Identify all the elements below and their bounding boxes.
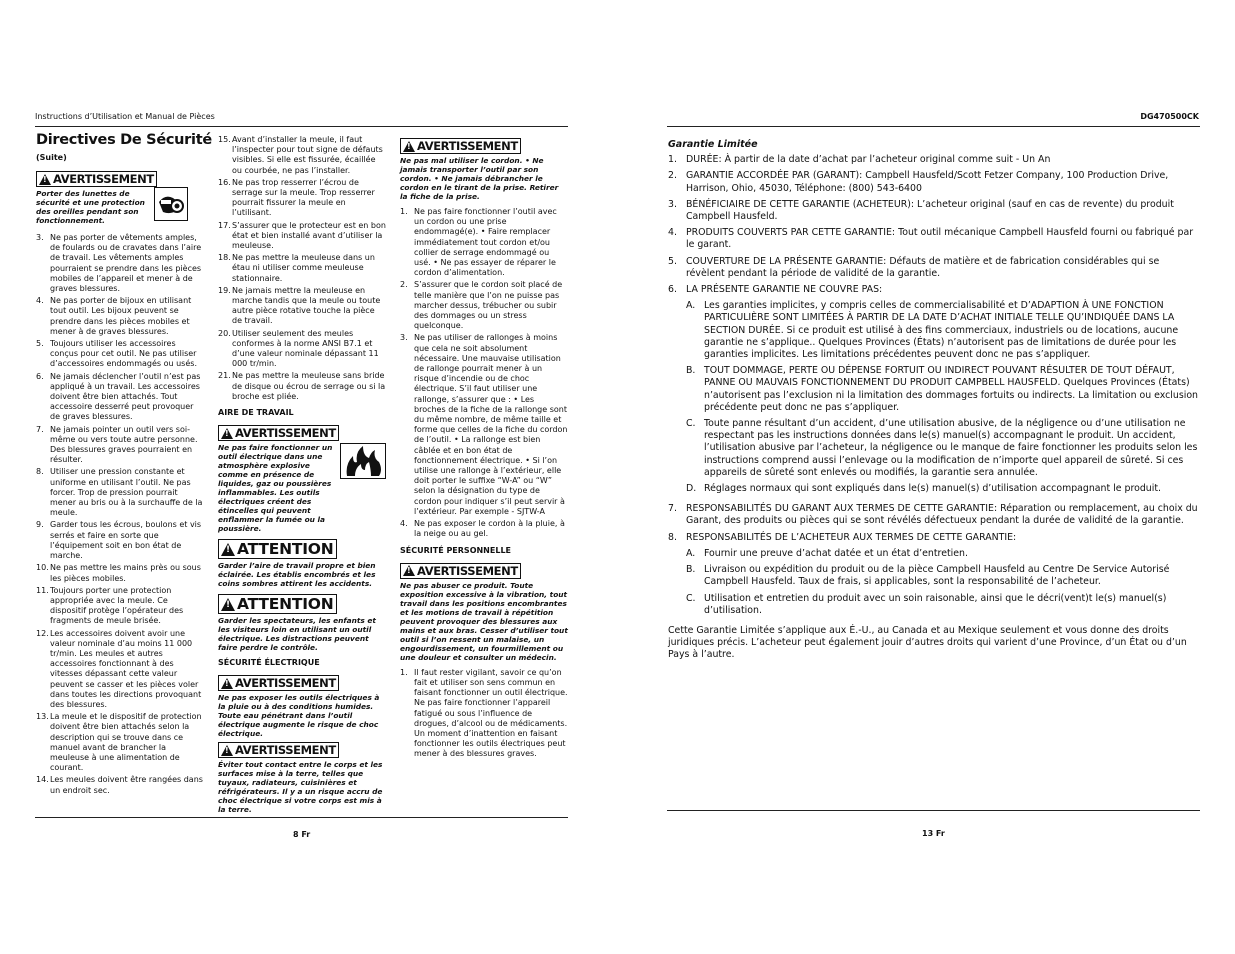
warning-box: ! AVERTISSEMENT bbox=[400, 563, 521, 579]
safety-list-1 bbox=[36, 233, 204, 796]
warranty-closing: Cette Garantie Limitée s’applique aux É.-U., au Canada et au Mexique seulement et vous donne des droits juridiques précis. L’acheteur peut également jouir d’autres droits qui varient d’une Province, d’un État ou d’un Pays à l’autre. bbox=[668, 624, 1187, 661]
list-item: C. Utilisation et entretien du produit avec un soin raisonable, ainsi que le décri(vent)t le(s) manuel(s) d’utilisation. bbox=[686, 592, 1167, 616]
warranty-section bbox=[668, 139, 1200, 662]
list-item: 20. Utiliser seulement des meules conformes à la norme ANSI B7.1 et d’une valeur nominale dépassant 11 000 tr/min. bbox=[218, 328, 379, 369]
safety-list-4 bbox=[400, 668, 568, 760]
warranty-list bbox=[668, 154, 1200, 621]
warning-text: Éviter tout contact entre le corps et les surfaces mise à la terre, telles que tuyaux, radiateurs, cuisinières et réfrigérateurs. Il y a un risque accru de choc électrique si votre corps est mis à la terre. bbox=[218, 760, 383, 815]
list-item: 7. RESPONSABILITÉS DU GARANT AUX TERMES DE CETTE GARANTIE: Réparation ou remplacement, au choix du Garant, des produits ou pièces qui se sont révélés défectueux pendant la durée de validité de la garantie. bbox=[668, 503, 1198, 527]
personal-safety-heading: SÉCURITÉ PERSONNELLE bbox=[400, 545, 512, 555]
list-item: 17. S’assurer que le protecteur est en bon état et bien installé avant d’utiliser la meuleuse. bbox=[218, 220, 386, 251]
warning-triangle-icon bbox=[221, 745, 233, 756]
left-column-3 bbox=[400, 136, 568, 762]
warning-text: Ne pas faire fonctionner un outil électrique dans une atmosphère explosive comme en présence de liquides, gaz ou poussières inflammables. Les outils électriques créent des étincelles qui peuvent enflammer la fumée ou la poussière. bbox=[218, 443, 333, 534]
list-item: 3. Ne pas porter de vêtements amples, de foulards ou de cravates dans l’aire de travail. Les vêtements amples pourraient se prendre dans les pièces mobiles de l’appareil et mener à de graves blessures. bbox=[36, 233, 202, 294]
warning-triangle-icon bbox=[221, 428, 233, 439]
list-item: 11. Toujours porter une protection appropriée avec la meule. Ce dispositif protège l’opérateur des fragments de meule brisée. bbox=[36, 585, 184, 626]
page-number-left: 8 Fr bbox=[293, 830, 311, 839]
list-item: 15. Avant d’installer la meule, il faut l’inspecter pour tout signe de défauts visibles. Si elle est fissurée, écaillée ou courbée, ne pas l’installer. bbox=[218, 135, 383, 175]
list-item: 21. Ne pas mettre la meuleuse sans bride de disque ou écrou de serrage ou si la broche est pliée. bbox=[218, 371, 386, 401]
list-item: 5. COUVERTURE DE LA PRÉSENTE GARANTIE: Défauts de matière et de fabrication considérables qui se révèlent pendant la période de validité de la garantie. bbox=[668, 255, 1160, 279]
header-rule-right bbox=[667, 126, 1200, 127]
warranty-exclusions-list bbox=[686, 300, 1200, 495]
warranty-heading: Garantie Limitée bbox=[668, 139, 758, 150]
list-item: C. Toute panne résultant d’un accident, d’une utilisation abusive, de la négligence ou d’une utilisation ne respectant pas les instructions données dans le(s) manuel(s) accompagnant le produit. Un accident, l’utilisation abusive par l’acheteur, la négligence ou le manque de faire fonctionner les produits selon les instructions comprend aussi l’enlevage ou la modification de n’importe quel appareil de sûreté. Si ces appareils de sûreté sont enlevés ou modifiés, la garantie sera annulée. bbox=[686, 418, 1198, 478]
page-subtitle: (Suite) bbox=[36, 153, 67, 162]
safety-list-3 bbox=[400, 207, 568, 540]
list-item: 19. Ne jamais mettre la meuleuse en marche tandis que la meule ou toute autre pièce rotative touche la pièce de travail. bbox=[218, 285, 381, 326]
list-item: 16. Ne pas trop resserrer l’écrou de serrage sur la meule. Trop resserrer pourrait fissurer la meule en l’utilisant. bbox=[218, 177, 375, 218]
list-item: A. Les garanties implicites, y compris celles de commercialisabilité et D’ADAPTION À UNE FONCTION PARTICULIÈRE SONT LIMITÉES À PARTIR DE LA DATE D’ACHAT INITIALE TELLE QU’INDIQUÉE DANS LA SECTION DURÉE. Si ce produit est utilisé à des fins commerciaux, industriels ou de locations, aucune garantie ne s’applique.. Quelques Provinces (États) n’autorisent pas de limitations de durée pour les garanties implicites. Les limitations précédentes peuvent donc ne pas s’appliquer. bbox=[686, 300, 1179, 361]
left-column-2 bbox=[218, 135, 386, 814]
list-item: 2. GARANTIE ACCORDÉE PAR (GARANT): Campbell Hausfeld/Scott Fetzer Company, 100 Production Drive, Harrison, Ohio, 45030, Téléphone: (800) 543-6400 bbox=[668, 170, 1169, 194]
list-item: B. Livraison ou expédition du produit ou de la pièce Campbell Hausfeld au Centre De Service Autorisé Campbell Hausfeld. Taux de frais, si applicables, sont la responsabilité de l’acheteur. bbox=[686, 564, 1170, 588]
list-item: 1. Il faut rester vigilant, savoir ce qu’on fait et utiliser son sens commun en faisant fonctionner un outil électrique. Ne pas faire fonctionner l’appareil fatigué ou sous l’influence de drogues, d’alcool ou de médicaments. Un moment d’inattention en faisant fonctionner les outils électriques peut mener à des blessures graves. bbox=[400, 667, 568, 759]
list-item: 9. Garder tous les écrous, boulons et vis serrés et faire en sorte que l’équipement soit en bon état de marche. bbox=[36, 520, 202, 561]
list-item: 18. Ne pas mettre la meuleuse dans un étau ni utiliser comme meuleuse stationnaire. bbox=[218, 253, 375, 283]
caution-box: ! ATTENTION bbox=[218, 594, 337, 614]
header-right: DG470500CK bbox=[1140, 112, 1199, 121]
header-rule-left bbox=[35, 126, 568, 127]
warning-triangle-icon bbox=[221, 543, 235, 556]
list-item: 7. Ne jamais pointer un outil vers soi-même ou vers toute autre personne. Des blessures graves pourraient en résulter. bbox=[36, 424, 198, 465]
warning-box: ! AVERTISSEMENT bbox=[218, 425, 339, 441]
warning-box: ! AVERTISSEMENT bbox=[36, 171, 157, 187]
footer-rule-right bbox=[667, 810, 1200, 811]
warning-text: Ne pas mal utiliser le cordon. • Ne jamais transporter l’outil par son cordon. • Ne jamais débrancher le cordon en le tirant de la prise. Retirer la fiche de la prise. bbox=[400, 156, 559, 201]
warning-text: Porter des lunettes de sécurité et une protection des oreilles pendant son fonctionnement. bbox=[36, 189, 145, 225]
goggles-ear-protection-icon bbox=[154, 187, 188, 221]
safety-list-2 bbox=[218, 135, 386, 402]
page-title: Directives De Sécurité bbox=[36, 132, 212, 148]
caution-box: ! ATTENTION bbox=[218, 539, 337, 559]
list-item: 8. Utiliser une pression constante et uniforme en utilisant l’outil. Ne pas forcer. Trop de pression pourrait mener au bris ou à la surchauffe de la meule. bbox=[36, 467, 203, 518]
warning-triangle-icon bbox=[221, 678, 233, 689]
buyer-responsibilities-list bbox=[686, 548, 1200, 617]
list-item: 1. DURÉE: À partir de la date d’achat par l’acheteur original comme suit - Un An bbox=[668, 154, 1051, 166]
list-item: 1. Ne pas faire fonctionner l’outil avec un cordon ou une prise endommagé(e). • Faire remplacer immédiatement tout cordon et/ou collier de serrage endommagé ou usé. • Ne pas essayer de réparer le cordon d’alimentation. bbox=[400, 207, 557, 278]
caution-text: Garder les spectateurs, les enfants et les visiteurs loin en utilisant un outil électrique. Les distractions peuvent faire perdre le contrôle. bbox=[218, 616, 376, 653]
warning-triangle-icon bbox=[39, 174, 51, 185]
flame-icon bbox=[340, 443, 386, 479]
warning-text: Ne pas exposer les outils électriques à la pluie ou à des conditions humides. Toute eau pénétrant dans l’outil électrique augmente le risque de choc électrique. bbox=[218, 693, 380, 739]
list-item: 5. Toujours utiliser les accessoires conçus pour cet outil. Ne pas utiliser d’accessoires endommagés ou usés. bbox=[36, 339, 197, 369]
list-item: D. Réglages normaux qui sont expliqués dans le(s) manuel(s) d’utilisation accompagnant le produit. bbox=[686, 483, 1161, 495]
list-item: A. Fournir une preuve d’achat datée et un état d’entretien. bbox=[686, 547, 968, 559]
work-area-heading: AIRE DE TRAVAIL bbox=[218, 408, 294, 418]
list-item: 3. Ne pas utiliser de rallonges à moins que cela ne soit absolument nécessaire. Une mauvaise utilisation de rallonge pourrait mener à un risque d’incendie ou de choc électrique. S’il faut utiliser une rallonge, s’assurer que : • Les broches de la fiche de la rallonge sont du même nombre, de même taille et forme que celles de la fiche du cordon de l’outil. • La rallonge est bien câblée et en bon état de fonctionnement électrique. • Si l’on utilise une rallonge à l’extérieur, elle doit porter le suffixe “W-A” ou “W” selon la désignation du type de cordon pour indiquer s’il peut servir à l’extérieur. Par exemple - SJTW-A bbox=[400, 333, 568, 516]
page-number-right: 13 Fr bbox=[922, 829, 945, 838]
list-item: 10. Ne pas mettre les mains près ou sous les pièces mobiles. bbox=[36, 563, 201, 583]
warning-triangle-icon bbox=[403, 141, 415, 152]
list-item: 6. Ne jamais déclencher l’outil n’est pas appliqué à un travail. Les accessoires doivent être bien attachés. Tout accessoire desserré peut provoquer de graves blessures. bbox=[36, 371, 201, 422]
electrical-safety-heading: SÉCURITÉ ÉLECTRIQUE bbox=[218, 658, 320, 668]
warning-triangle-icon bbox=[221, 598, 235, 611]
warning-box: ! AVERTISSEMENT bbox=[400, 138, 521, 154]
caution-text: Garder l’aire de travail propre et bien éclairée. Les établis encombrés et les coins sombres attirent les accidents. bbox=[218, 561, 376, 589]
list-item: 6. LA PRÉSENTE GARANTIE NE COUVRE PAS: A. Les garanties implicites, y compris celles de commercialisabilité et D’ADAPTION À UNE FONCTION PARTICULIÈRE SONT LIMITÉES À PARTIR DE LA DATE D’ACHAT INITIALE TELLE QU’INDIQUÉE DANS LA SECTION DURÉE. Si ce produit est utilisé à des fins commerciaux, industriels ou de locations, aucune garantie ne s’applique.. Quelques Provinces (États) n’autorisent pas de limitations de durée pour les garanties implicites. Les limitations précédentes peuvent donc ne pas s’appliquer. B. TOUT DOMMAGE, PERTE OU DÉPENSE FORTUIT OU INDIRECT POUVANT RÉSULTER DE TOUT DÉFAUT, PANNE OU MAUVAIS FONCTIONNEMENT DU PRODUIT CAMPBELL HAUSFELD. Quelques Provinces (États) n’autorisent pas l’exclusion ni la limitation des dommages fortuits ou indirects. La limitation ou exclusion précédente peut donc ne pas s’appliquer. C. Toute panne résultant d’un accident, d’une utilisation abusive, de la négligence ou d’une utilisation ne respectant pas les instructions données dans le(s) manuel(s) accompagnant le produit. Un accident, l’utilisation abusive par l’acheteur, la négligence ou le manque de faire fonctionner les produits selon les instructions comprend aussi l’enlevage ou la modification de n’importe quel appareil de sûreté. Si ces appareils de sûreté sont enlevés ou modifiés, la garantie sera annulée. D. Réglages normaux qui sont expliqués dans le(s) manuel(s) d’utilisation accompagnant le produit. bbox=[668, 284, 1198, 495]
list-item: 4. PRODUITS COUVERTS PAR CETTE GARANTIE: Tout outil mécanique Campbell Hausfeld fourni ou fabriqué par le garant. bbox=[668, 227, 1194, 251]
left-column-1 bbox=[36, 168, 204, 798]
footer-rule-left bbox=[35, 817, 568, 818]
list-item: B. TOUT DOMMAGE, PERTE OU DÉPENSE FORTUIT OU INDIRECT POUVANT RÉSULTER DE TOUT DÉFAUT, PANNE OU MAUVAIS FONCTIONNEMENT DU PRODUIT CAMPBELL HAUSFELD. Quelques Provinces (États) n’autorisent pas l’exclusion ni la limitation des dommages fortuits ou indirects. La limitation ou exclusion précédente peut donc ne pas s’appliquer. bbox=[686, 365, 1198, 413]
list-item: 12. Les accessoires doivent avoir une valeur nominale d’au moins 11 000 tr/min. Les meules et autres accessoires fonctionnant à des vitesses dépassant cette valeur peuvent se casser et les pièces voler dans toutes les directions provoquant des blessures. bbox=[36, 628, 202, 709]
list-item: 13. La meule et le dispositif de protection doivent être bien attachés selon la description qui se trouve dans ce manuel avant de brancher la meuleuse à une alimentation de courant. bbox=[36, 712, 202, 773]
list-item: 4. Ne pas porter de bijoux en utilisant tout outil. Les bijoux peuvent se prendre dans les pièces mobiles et mener à de graves blessures. bbox=[36, 296, 192, 336]
warning-triangle-icon bbox=[403, 565, 415, 576]
list-item: 14. Les meules doivent être rangées dans un endroit sec. bbox=[36, 775, 203, 795]
list-item: 3. BÉNÉFICIAIRE DE CETTE GARANTIE (ACHETEUR): L’acheteur original (sauf en cas de revente) du produit Campbell Hausfeld. bbox=[668, 198, 1174, 223]
warning-box: ! AVERTISSEMENT bbox=[218, 675, 339, 691]
list-item: 8. RESPONSABILITÉS DE L’ACHETEUR AUX TERMES DE CETTE GARANTIE: A. Fournir une preuve d’achat datée et un état d’entretien. B. Livraison ou expédition du produit ou de la pièce Campbell Hausfeld au Centre De Service Autorisé Campbell Hausfeld. Taux de frais, si applicables, sont la responsabilité de l’acheteur. C. Utilisation et entretien du produit avec un soin raisonable, ainsi que le décri(vent)t le(s) manuel(s) d’utilisation. bbox=[668, 532, 1200, 621]
header-left: Instructions d’Utilisation et Manual de Pièces bbox=[35, 112, 215, 121]
list-item: 2. S’assurer que le cordon soit placé de telle manière que l’on ne puisse pas marcher dessus, trébucher ou subir des dommages ou un stress quelconque. bbox=[400, 280, 563, 331]
list-item: 4. Ne pas exposer le cordon à la pluie, à la neige ou au gel. bbox=[400, 519, 565, 539]
warning-text: Ne pas abuser ce produit. Toute exposition excessive à la vibration, tout travail dans les positions encombrantes et les motions de travail à répétition peuvent provoquer des blessures aux mains et aux bras. Cesser d’utiliser tout outil si l’on ressent un malaise, un engourdissement, un fourmillement ou une douleur et consulter un médecin. bbox=[400, 580, 568, 662]
warning-box: ! AVERTISSEMENT bbox=[218, 742, 339, 758]
